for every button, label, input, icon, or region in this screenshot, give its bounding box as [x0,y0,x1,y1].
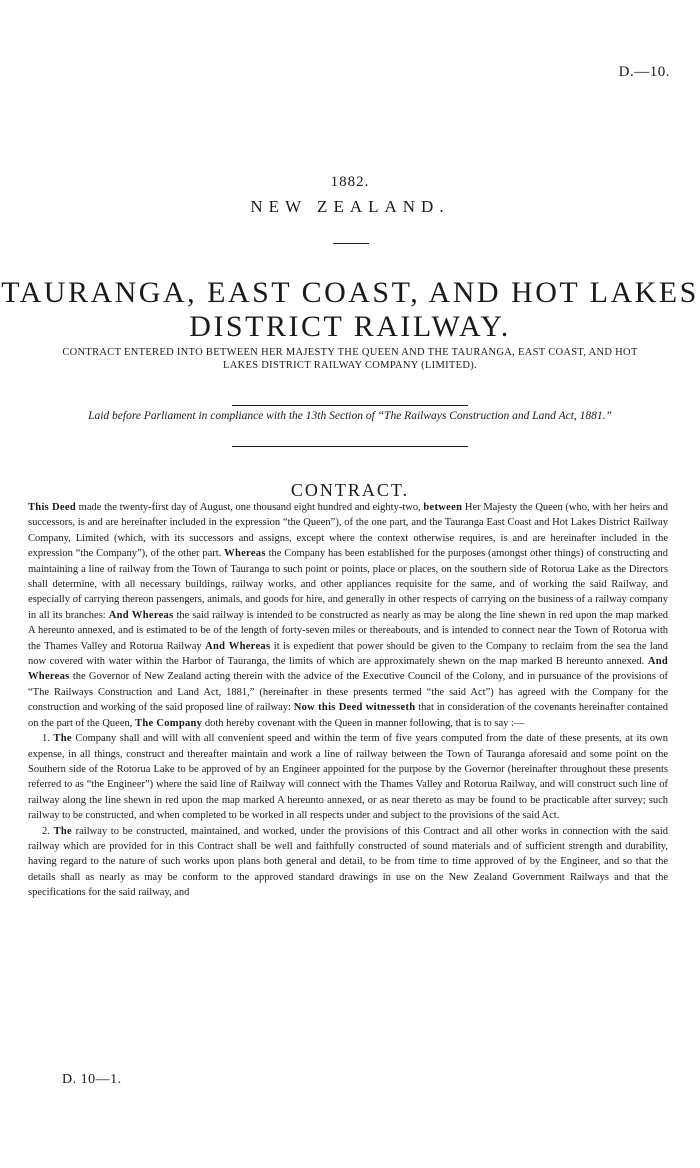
document-title-line1: TAURANGA, EAST COAST, AND HOT LAKES [1,276,699,309]
clause-1: 1. The Company shall and will with all convenient speed and within the term of five years computed from the date of these presents, at its own expense, in all things, construct and thereafter maintain and work a line of railway between the Town of Tauranga aforesaid and some point on the Southern side of the Rotorua Lake to be approved of by an Engineer appointed for the purpose by the Governor (hereinafter throughout these presents referred to as “the Engineer”) where the said line of Railway will connect with the Thames Valley and Rotorua Railway, and will construct such line of railway along the line shewn in red upon the map marked A hereunto annexed, or as near thereto as may be found to be practicable after survey; such railway to be constructed, and when completed to be worked in all respects under and subject to the provisions of the said Act. [28,733,668,822]
clause-2: 2. The railway to be constructed, maintained, and worked, under the provisions of this Contract and all other works in connection with the said railway which are provided for in this Contract shall be well and faithfully constructed of sound materials and of sufficient strength and durability, having regard to the nature of such works upon plans both general and detail, to be from time to time approved of by the Engineer, and so that the details shall as nearly as may be conform to the approved standard drawings in use on the New Zealand Government Railways and that the specifications for the said railway, and [28,825,669,899]
and-whereas-word: And Whereas [205,640,271,652]
page-reference: D.—10. [618,64,670,80]
deed-lead: This Deed [28,502,76,513]
preamble-paragraph: This Deed made the twenty-first day of August, one thousand eight hundred and eighty-two, between Her Majesty the Queen (who, with her heirs and successors, is and are hereinafter included in the expression “the Queen”), of the one part, and the Tauranga East Coast and Hot Lakes District Railway Company, Limited (which, with its successors and assigns, except where the context otherwise requires, is and are hereinafter included in the expression “the Company”), of the other part. Whereas the Company has been established for the purposes (amongst other things) of constructing and maintaining a line of railway from the Town of Tauranga to such point or points, place or places, on the southern side of Rotorua Lake as the Directors shall determine, with all necessary buildings, railway works, and other appliances requisite for the same, and of working the said Railway, and especially of carrying thereon passengers, animals, and goods for hire, and generally in other respects of carrying on the business of a railway company in all its branches: And Whereas the said railway is intended to be constructed as nearly as may be along the line shewn in red upon the map marked A hereunto annexed, and is estimated to be of the length of forty-seven miles or thereabouts, and is intended to connect near the Town of Rotorua with the Thames Valley and Rotorua Railway And Whereas it is expedient that power should be given to the Company to reclaim from the sea the land now covered with water within the Harbor of Tauranga, the limits of which are approximately shewn on the map marked B hereunto annexed. And Whereas the Governor of New Zealand acting therein with the advice of the Executive Council of the Colony, and in pursuance of the provisions of “The Railways Construction and Land Act, 1881,” (hereinafter in these presents termed “the said Act”) has agreed with the Company for the construction and working of the said proposed line of railway: Now this Deed witnesseth that in consideration of the covenants hereinafter contained on the part of the Queen, The Company doth hereby covenant with the Queen in manner following, that is to say :— [28,502,669,729]
company-word: The Company [135,717,203,729]
contract-heading: CONTRACT. [290,480,410,500]
witnesseth-word: Now this Deed witnesseth [293,702,416,714]
document-title-line2: DISTRICT RAILWAY. [189,310,511,343]
country-heading: NEW ZEALAND. [250,197,450,216]
and-whereas-word: And Whereas [108,609,174,621]
and-whereas-word: And Whereas [28,656,668,683]
document-subtitle: CONTRACT ENTERED INTO BETWEEN HER MAJESTY THE QUEEN AND THE TAURANGA, EAST COAST, AND HOT LAKES DISTRICT RAILWAY COMPANY (LIMITED). [62,347,638,371]
laid-before-note: Laid before Parliament in compliance with the 13th Section of “The Railways Construction and Land Act, 1881.” [88,410,612,422]
between-word: between [423,502,463,513]
rule-bottom [232,446,468,447]
year: 1882. [330,174,370,190]
rule-short [333,243,369,244]
whereas-word: Whereas [224,548,266,560]
footer-page-reference: D. 10—1. [62,1072,122,1087]
contract-body [28,500,668,901]
rule-top [232,405,468,406]
